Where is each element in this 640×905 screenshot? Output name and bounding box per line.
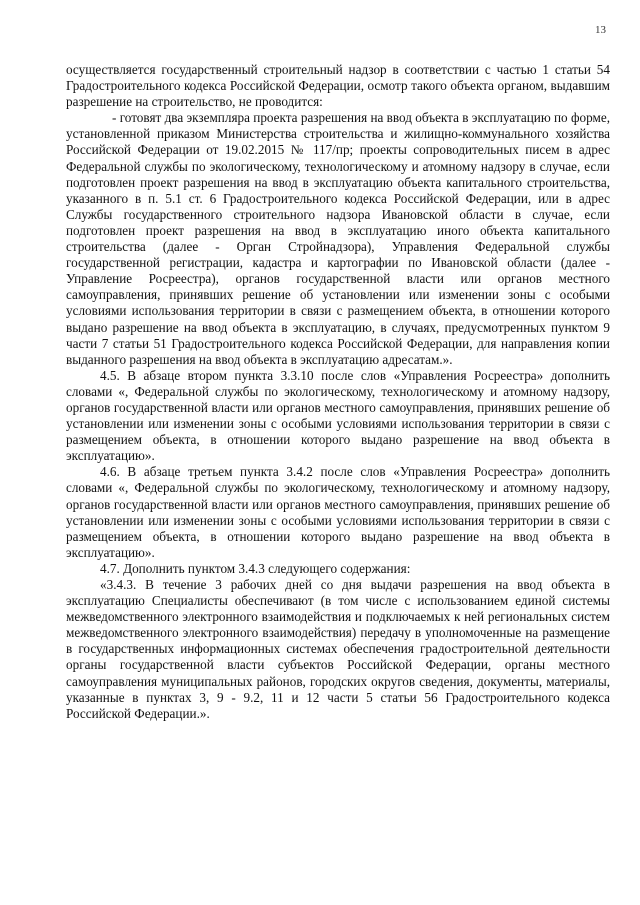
- paragraph: 4.5. В абзаце втором пункта 3.3.10 после слов «Управления Росреестра» дополнить словами «, Федеральной службы по экологическому, технологическому и атомному надзору, органов государственной власти или органов местного самоуправления, принявших решение об установлении или изменении зоны с особыми условиями использования территории в связи с размещением объекта, в отношении которого выдано разрешение на ввод объекта в эксплуатацию».: [66, 367, 610, 464]
- paragraph: «3.4.3. В течение 3 рабочих дней со дня выдачи разрешения на ввод объекта в эксплуатацию Специалисты обеспечивают (в том числе с использованием единой системы межведомственного электронного взаимодействия и подключаемых к ней региональных систем межведомственного электронного взаимодействия) передачу в уполномоченные на размещение в государственных информационных системах обеспечения градостроительной деятельности органы государственной власти субъектов Российской Федерации, органы местного самоуправления муниципальных районов, городских округов сведения, документы, материалы, указанные в пунктах 3, 9 - 9.2, 11 и 12 части 5 статьи 56 Градостроительного кодекса Российской Федерации.».: [66, 577, 610, 721]
- document-body: [66, 62, 610, 722]
- page-number: 13: [595, 24, 606, 36]
- paragraph: - готовят два экземпляра проекта разрешения на ввод объекта в эксплуатацию по форме, установленной приказом Министерства строительства и жилищно-коммунального хозяйства Российской Федерации от 19.02.2015 № 117/пр; проекты сопроводительных писем в адрес Федеральной службы по экологическому, технологическому и атомному надзору в случае, если подготовлен проект разрешения на ввод в эксплуатацию объекта капитального строительства, указанного в п. 5.1 ст. 6 Градостроительного кодекса Российской Федерации, или в адрес Службы государственного строительного надзора Ивановской области в случае, если подготовлен проект разрешения на ввод в эксплуатацию иного объекта капитального строительства (далее - Орган Стройнадзора), Управления Федеральной службы государственной регистрации, кадастра и картографии по Ивановской области (далее - Управление Росреестра), органов государственной власти или органов местного самоуправления, принявших решение об установлении или изменении зоны с особыми условиями использования территории в связи с размещением объекта, в отношении которого выдано разрешение на ввод объекта в эксплуатацию, в случаях, предусмотренных пунктом 9 части 7 статьи 51 Градостроительного кодекса Российской Федерации, для направления копии выданного разрешения на ввод объекта в эксплуатацию адресатам.».: [66, 110, 610, 367]
- paragraph: 4.7. Дополнить пунктом 3.4.3 следующего содержания:: [100, 560, 411, 576]
- paragraph: осуществляется государственный строительный надзор в соответствии с частью 1 статьи 54 Градостроительного кодекса Российской Федерации, осмотр такого объекта органом, выдавшим разрешение на строительство, не проводится:: [66, 62, 610, 110]
- paragraph: 4.6. В абзаце третьем пункта 3.4.2 после слов «Управления Росреестра» дополнить словами «, Федеральной службы по экологическому, технологическому и атомному надзору, органов государственной власти или органов местного самоуправления, принявших решение об установлении или изменении зоны с особыми условиями использования территории в связи с размещением объекта, в отношении которого выдано разрешение на ввод объекта в эксплуатацию».: [66, 464, 610, 560]
